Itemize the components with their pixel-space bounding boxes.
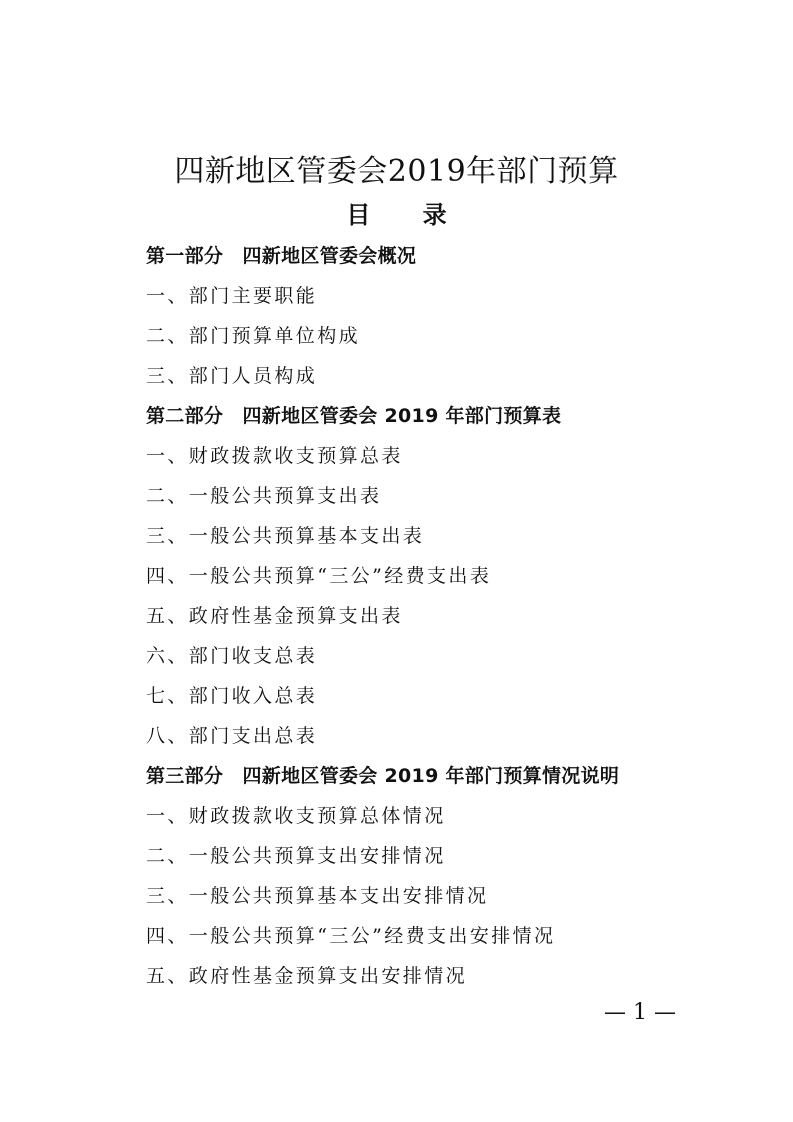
toc-part-2: 第二部分 四新地区管委会 2019 年部门预算表 bbox=[146, 405, 562, 427]
toc-item: 六、部门收支总表 bbox=[146, 645, 318, 667]
document-title: 四新地区管委会2019年部门预算 bbox=[174, 154, 619, 189]
toc-item: 三、部门人员构成 bbox=[146, 365, 318, 387]
toc-item: 八、部门支出总表 bbox=[146, 725, 318, 747]
toc-item: 三、一般公共预算基本支出安排情况 bbox=[146, 885, 489, 907]
toc-item: 四、一般公共预算“三公”经费支出表 bbox=[146, 565, 492, 587]
toc-item: 一、财政拨款收支预算总体情况 bbox=[146, 805, 446, 827]
toc-item: 七、部门收入总表 bbox=[146, 685, 318, 707]
toc-item: 二、一般公共预算支出安排情况 bbox=[146, 845, 446, 867]
toc-item: 四、一般公共预算“三公”经费支出安排情况 bbox=[146, 925, 556, 947]
toc-item: 一、财政拨款收支预算总表 bbox=[146, 445, 403, 467]
toc-item: 一、部门主要职能 bbox=[146, 285, 318, 307]
toc-item: 二、部门预算单位构成 bbox=[146, 325, 361, 347]
toc-item: 五、政府性基金预算支出表 bbox=[146, 605, 403, 627]
table-of-contents bbox=[146, 236, 746, 996]
toc-item: 二、一般公共预算支出表 bbox=[146, 485, 382, 507]
toc-part-1: 第一部分 四新地区管委会概况 bbox=[146, 245, 417, 267]
toc-item: 三、一般公共预算基本支出表 bbox=[146, 525, 425, 547]
page-number: — 1 — bbox=[604, 1000, 676, 1025]
toc-item: 五、政府性基金预算支出安排情况 bbox=[146, 965, 468, 987]
toc-part-3: 第三部分 四新地区管委会 2019 年部门预算情况说明 bbox=[146, 765, 620, 787]
toc-heading: 目 录 bbox=[346, 201, 469, 229]
